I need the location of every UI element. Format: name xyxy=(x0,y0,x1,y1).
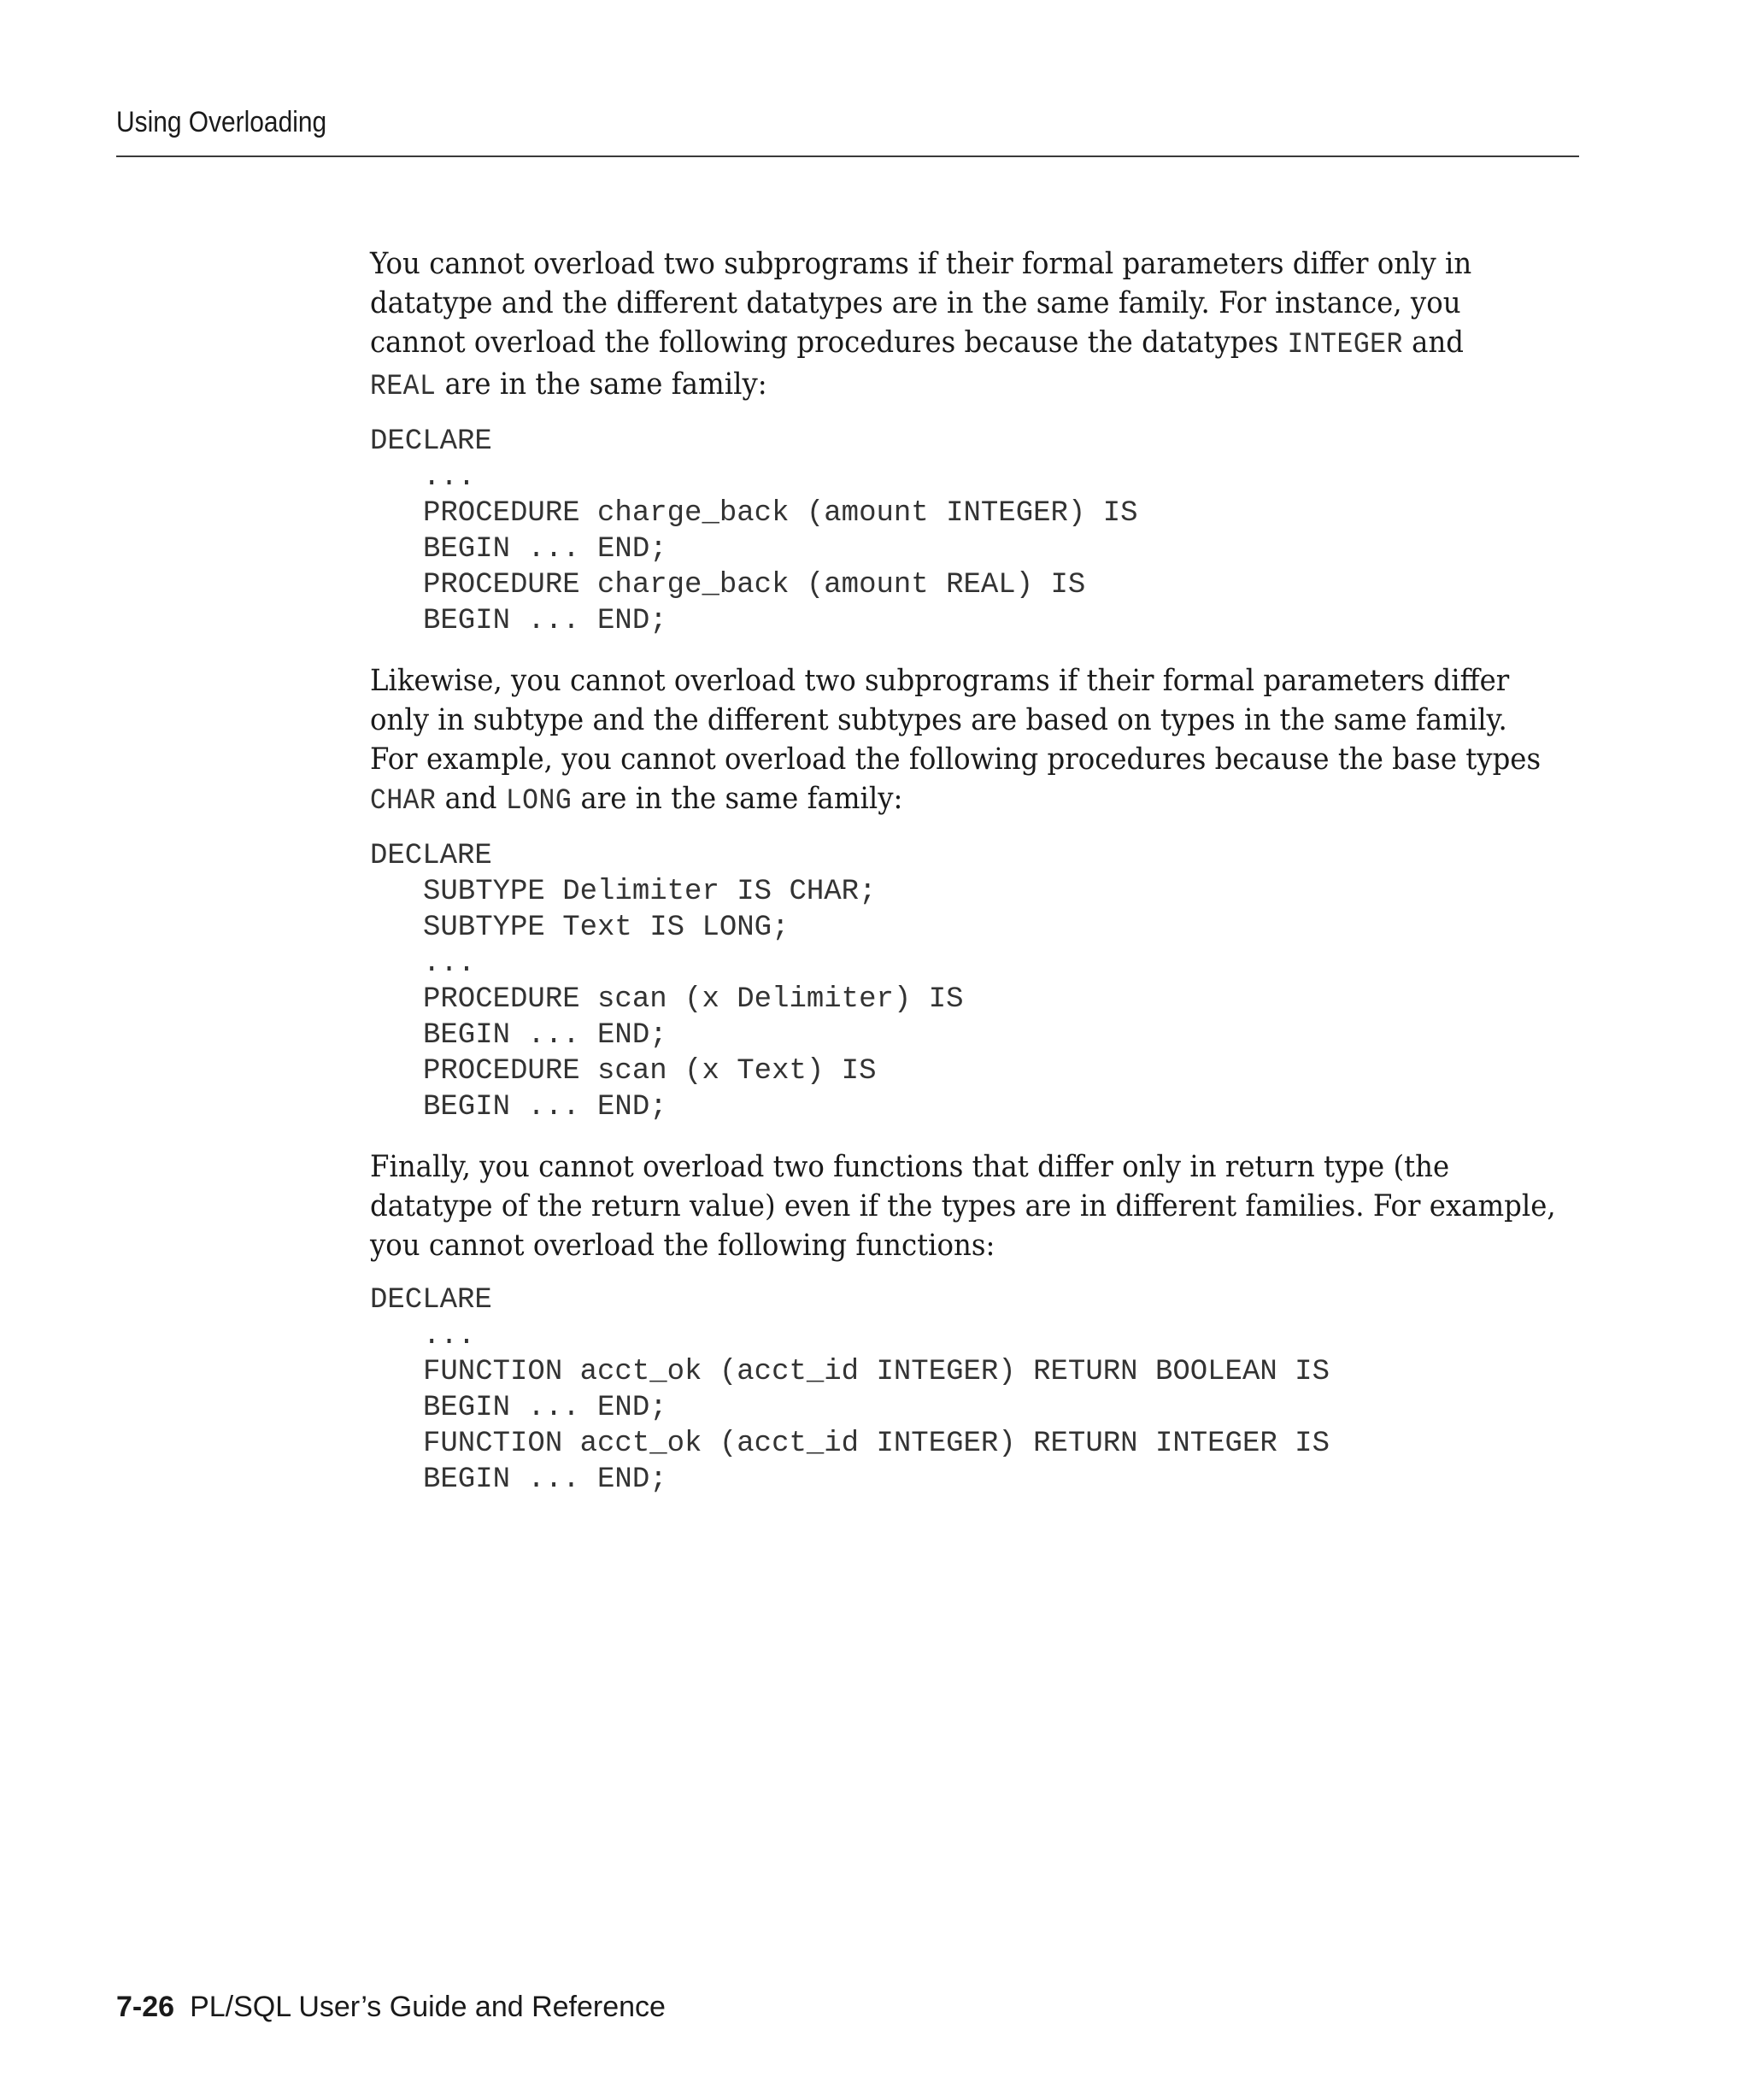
code-line: DECLARE xyxy=(370,1284,492,1317)
text-line xyxy=(370,323,1588,365)
code-line: PROCEDURE scan (x Text) IS xyxy=(423,1055,877,1088)
text-fragment: are in the same family: xyxy=(436,367,767,402)
code-line: SUBTYPE Delimiter IS CHAR; xyxy=(423,876,877,908)
paragraph-subtype-family xyxy=(370,661,1588,821)
text-line xyxy=(370,365,1588,407)
code-line: BEGIN ... END; xyxy=(423,605,667,637)
text-line: datatype of the return value) even if the types are in different families. For example, xyxy=(370,1189,1556,1223)
code-line: BEGIN ... END; xyxy=(423,1392,667,1424)
code-line: BEGIN ... END; xyxy=(423,533,667,566)
code-block-subtypes xyxy=(370,838,1583,1125)
code-line: ... xyxy=(423,947,476,980)
text-fragment: are in the same family: xyxy=(572,782,903,816)
text-fragment: and xyxy=(1402,326,1465,360)
code-line: PROCEDURE charge_back (amount REAL) IS xyxy=(423,569,1086,601)
page-number: 7-26 xyxy=(116,1991,175,2023)
text-line: Finally, you cannot overload two functions that differ only in return type (the xyxy=(370,1150,1450,1184)
code-line: SUBTYPE Text IS LONG; xyxy=(423,912,790,944)
code-block-functions xyxy=(370,1282,1583,1498)
inline-code-real: REAL xyxy=(370,371,437,403)
code-line: PROCEDURE scan (x Delimiter) IS xyxy=(423,983,964,1016)
code-block-procedures xyxy=(370,424,1583,639)
code-line: DECLARE xyxy=(370,840,492,872)
inline-code-long: LONG xyxy=(505,785,573,818)
text-line: only in subtype and the different subtypes are based on types in the same family. xyxy=(370,703,1507,737)
code-line: BEGIN ... END; xyxy=(423,1464,667,1496)
code-line: PROCEDURE charge_back (amount INTEGER) IS xyxy=(423,497,1138,530)
code-line: DECLARE xyxy=(370,425,492,458)
code-line: BEGIN ... END; xyxy=(423,1019,667,1052)
text-fragment: cannot overload the following procedures because the datatypes xyxy=(370,326,1288,360)
paragraph-datatype-family xyxy=(370,244,1588,407)
page-content xyxy=(370,244,1583,1498)
page-footer xyxy=(116,1991,666,2024)
book-title: PL/SQL User’s Guide and Reference xyxy=(190,1991,666,2023)
code-line: ... xyxy=(423,1320,476,1352)
inline-code-integer: INTEGER xyxy=(1287,329,1403,361)
text-line: Likewise, you cannot overload two subprograms if their formal parameters differ xyxy=(370,664,1510,698)
text-line: you cannot overload the following functions: xyxy=(370,1229,995,1263)
inline-code-char: CHAR xyxy=(370,785,437,818)
text-line: datatype and the different datatypes are in the same family. For instance, you xyxy=(370,286,1461,320)
text-line: For example, you cannot overload the following procedures because the base types xyxy=(370,742,1542,777)
code-line: FUNCTION acct_ok (acct_id INTEGER) RETURN BOOLEAN IS xyxy=(423,1356,1330,1388)
code-line: BEGIN ... END; xyxy=(423,1091,667,1123)
text-fragment: and xyxy=(436,782,506,816)
text-line xyxy=(370,779,1588,821)
running-header-title: Using Overloading xyxy=(116,106,327,138)
header-rule xyxy=(116,155,1579,157)
paragraph-return-type xyxy=(370,1147,1588,1265)
code-line: ... xyxy=(423,461,476,494)
code-line: FUNCTION acct_ok (acct_id INTEGER) RETURN INTEGER IS xyxy=(423,1428,1330,1460)
text-line: You cannot overload two subprograms if their formal parameters differ only in xyxy=(370,247,1472,281)
